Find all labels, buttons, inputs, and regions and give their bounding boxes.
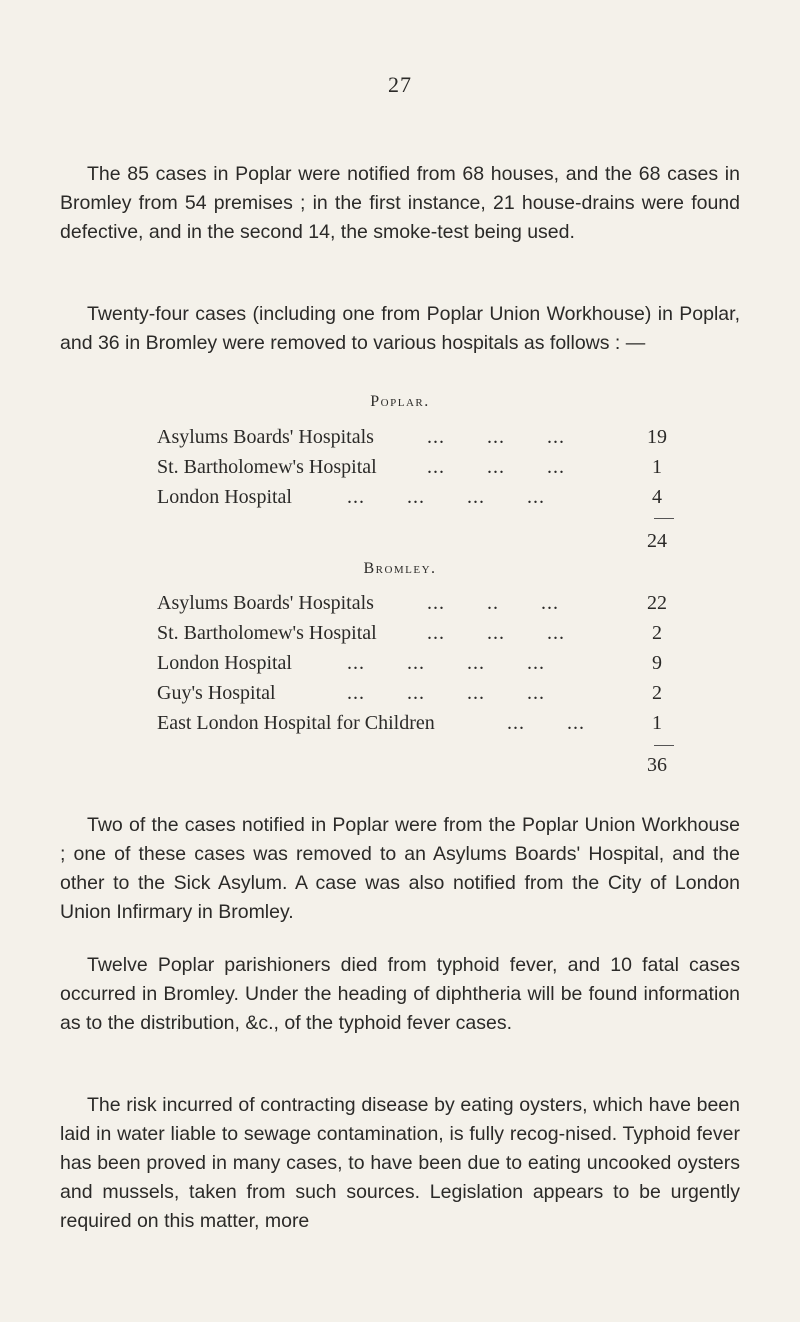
table-row — [157, 486, 677, 514]
leader-dots: ... ... ... ... — [347, 486, 545, 508]
table-row — [157, 426, 677, 454]
row-label: London Hospital — [157, 652, 292, 674]
row-value: 1 — [652, 712, 662, 734]
paragraph-deaths — [60, 951, 740, 1038]
leader-dots: ... ... ... ... — [347, 652, 545, 674]
paragraph-text: Two of the cases notified in Poplar were from the Poplar Union Workhouse ; one of these cases was removed to an Asylums Boards' Hospital, and the other to the Sick Asylum. A case was also notified from the City of London Union Infirmary in Bromley. — [60, 814, 740, 923]
leader-dots: ... ... ... ... — [347, 682, 545, 704]
row-value: 1 — [652, 456, 662, 478]
row-label: London Hospital — [157, 486, 292, 508]
bromley-heading: Bromley. — [363, 560, 437, 577]
row-label: Guy's Hospital — [157, 682, 276, 704]
table-row — [157, 682, 677, 710]
row-value: 4 — [652, 486, 662, 508]
row-value: 22 — [647, 592, 667, 614]
paragraph-removals — [60, 300, 740, 358]
total-rule — [654, 745, 674, 746]
paragraph-text: The risk incurred of contracting disease by eating oysters, which have been laid in water liable to sewage contamination, is fully recog-nised. Typhoid fever has been proved in many cases, to have been due to eating uncooked oysters and mussels, taken from such sources. Legislation appears to be urgently required on this matter, more — [60, 1094, 740, 1232]
leader-dots: ... ... — [507, 712, 585, 734]
paragraph-text: Twelve Poplar parishioners died from typhoid fever, and 10 fatal cases occurred in Bromley. Under the heading of diphtheria will be found information as to the distribution, &c., of the typhoid fever cases. — [60, 954, 740, 1034]
row-label: Asylums Boards' Hospitals — [157, 426, 374, 448]
leader-dots: ... ... ... — [427, 426, 565, 448]
row-label: St. Bartholomew's Hospital — [157, 622, 377, 644]
leader-dots: ... .. ... — [427, 592, 559, 614]
row-label: St. Bartholomew's Hospital — [157, 456, 377, 478]
poplar-heading: Poplar. — [370, 393, 430, 410]
table-row — [157, 456, 677, 484]
row-label: East London Hospital for Children — [157, 712, 435, 734]
poplar-total: 24 — [647, 530, 667, 552]
paragraph-workhouse — [60, 811, 740, 927]
leader-dots: ... ... ... — [427, 622, 565, 644]
paragraph-oysters — [60, 1091, 740, 1236]
leader-dots: ... ... ... — [427, 456, 565, 478]
table-row — [157, 592, 677, 620]
paragraph-notifications — [60, 160, 740, 247]
total-rule — [654, 518, 674, 519]
table-row — [157, 712, 677, 740]
table-row — [157, 622, 677, 650]
row-value: 2 — [652, 622, 662, 644]
row-value: 9 — [652, 652, 662, 674]
page-number: 27 — [388, 72, 412, 97]
row-value: 19 — [647, 426, 667, 448]
paragraph-text: Twenty-four cases (including one from Poplar Union Workhouse) in Poplar, and 36 in Bromley were removed to various hospitals as follows : — — [60, 303, 740, 354]
row-value: 2 — [652, 682, 662, 704]
paragraph-text: The 85 cases in Poplar were notified from 68 houses, and the 68 cases in Bromley from 54 premises ; in the first instance, 21 house-drains were found defective, and in the second 14, the smoke-test being used. — [60, 163, 740, 243]
bromley-total: 36 — [647, 754, 667, 776]
row-label: Asylums Boards' Hospitals — [157, 592, 374, 614]
table-row — [157, 652, 677, 680]
